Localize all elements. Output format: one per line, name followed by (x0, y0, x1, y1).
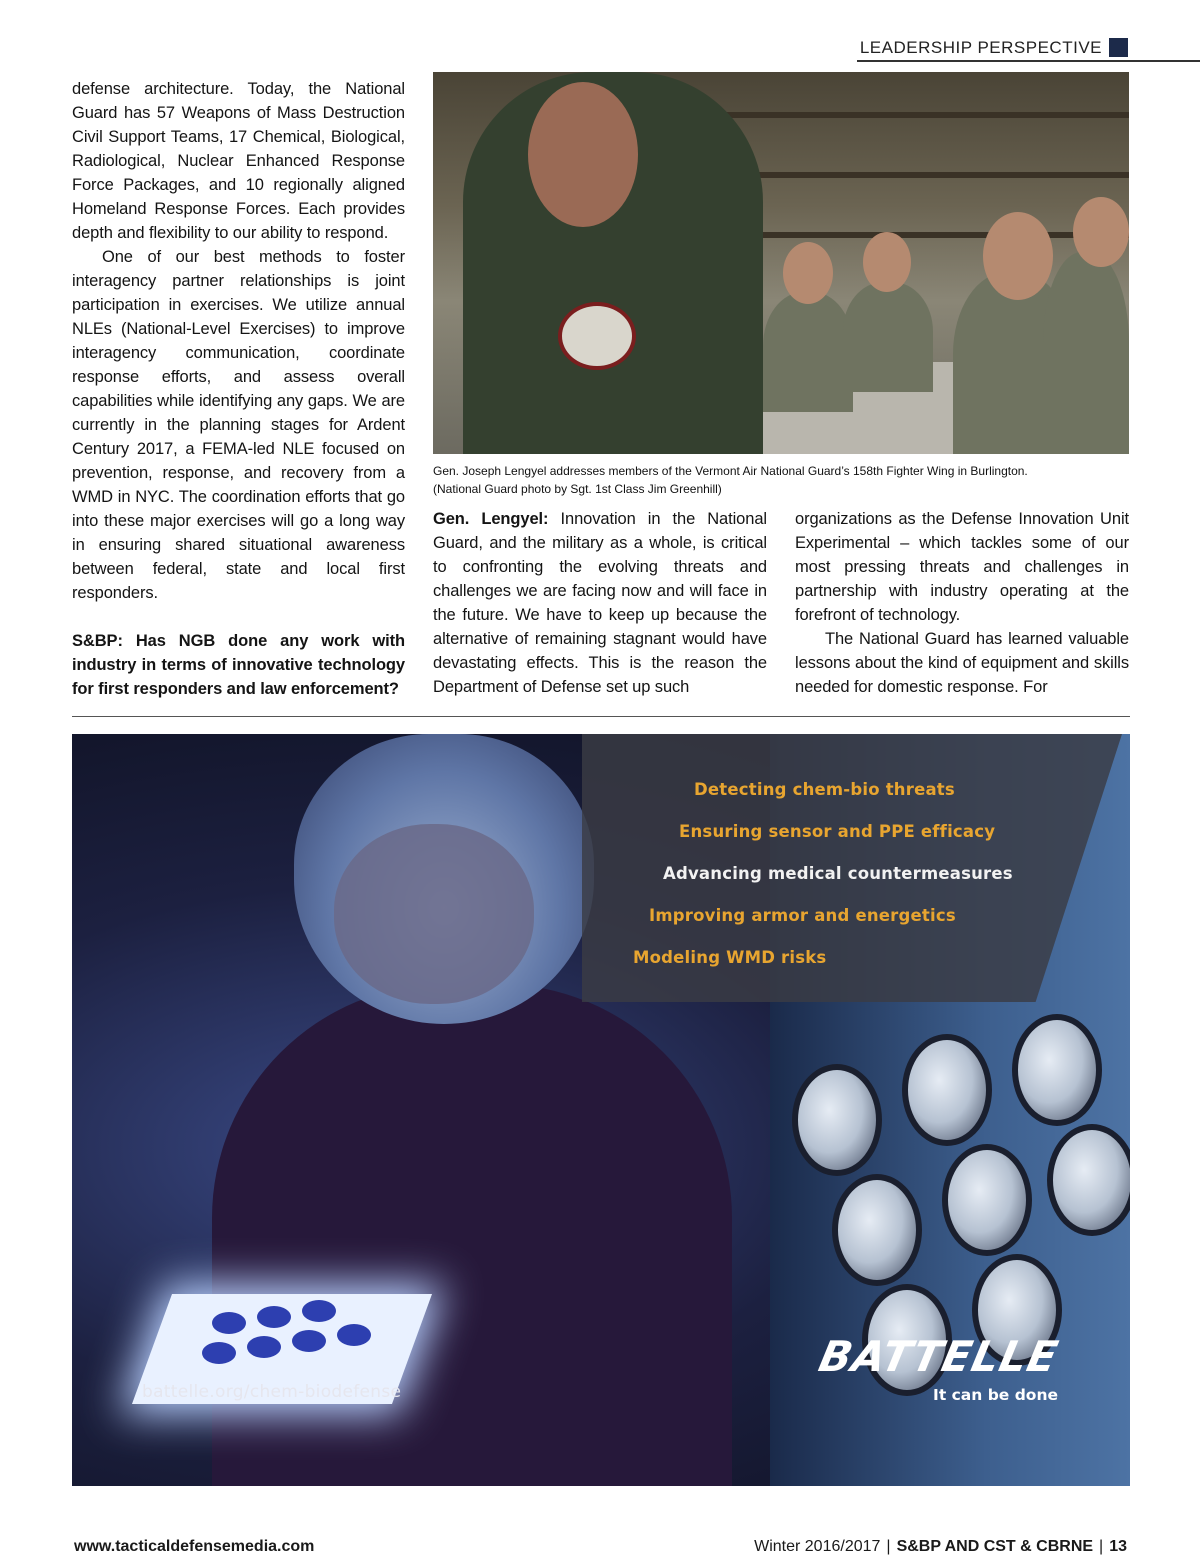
speaker-name: Gen. Lengyel: (433, 510, 549, 528)
ad-scientist-body (212, 984, 732, 1486)
footer-separator: | (886, 1538, 891, 1555)
ad-bullet-list (72, 734, 1130, 1034)
header-rule (857, 60, 1200, 62)
glovebox-port (1047, 1124, 1130, 1236)
photo-attendee (843, 282, 933, 392)
glovebox-port (832, 1174, 922, 1286)
plate-well (337, 1324, 371, 1346)
glovebox-port (792, 1064, 882, 1176)
article-column-3 (795, 507, 1129, 699)
article-photo (433, 72, 1129, 454)
article-column-1 (72, 77, 405, 701)
answer-text: Innovation in the National Guard, and the military as a whole, is critical to confronting the evolving threats and challenges we are facing now and will face in the future. We have to keep up because the alternative of remaining stagnant would have devastating effects. This is the reason the Department of Defense set up such (433, 510, 767, 696)
plate-well (302, 1300, 336, 1322)
plate-well (247, 1336, 281, 1358)
ad-bullet: Detecting chem-bio threats (694, 780, 955, 799)
paragraph: organizations as the Defense Innovation Unit Experimental – which tackles some of our most pressing threats and challenges in partnership with industry operating at the forefront of technology. (795, 510, 1129, 624)
paragraph: The National Guard has learned valuable lessons about the kind of equipment and skills needed for domestic response. For (795, 630, 1129, 696)
photo-attendee-head (783, 242, 833, 304)
interview-question: S&BP: Has NGB done any work with industry in terms of innovative technology for first responders and law enforcement? (72, 632, 405, 698)
ad-bullet: Advancing medical countermeasures (663, 864, 1013, 883)
caption-line: Gen. Joseph Lengyel addresses members of the Vermont Air National Guard’s 158th Fighter Wing in Burlington. (433, 464, 1028, 478)
section-marker-square (1109, 38, 1128, 57)
ad-bullet: Modeling WMD risks (633, 948, 827, 967)
photo-attendee-head (983, 212, 1053, 300)
section-label: LEADERSHIP PERSPECTIVE (859, 38, 1102, 57)
photo-speaker-head (528, 82, 638, 227)
footer-issue-info (754, 1538, 1127, 1556)
battelle-logo: BATTELLE (815, 1332, 1064, 1381)
article-column-2 (433, 507, 767, 699)
page-number: 13 (1109, 1538, 1127, 1555)
photo-caption (433, 462, 1133, 498)
paragraph: One of our best methods to foster interagency partner relationships is joint participation in exercises. We utilize annual NLEs (National-Level Exercises) to improve interagency communication, coordinate response efforts, and assess overall capabilities while identifying any gaps. We are currently in the planning stages for Ardent Century 2017, a FEMA-led NLE focused on prevention, response, and recovery from a WMD in NYC. The coordination efforts that go into these major exercises will go a long way in ensuring shared situational awareness between federal, state and local first responders. (72, 248, 405, 602)
photo-attendee-head (1073, 197, 1129, 267)
paragraph: defense architecture. Today, the National Guard has 57 Weapons of Mass Destruction Civil Support Teams, 17 Chemical, Biological, Radiological, Nuclear Enhanced Response Force Packages, and 10 regionally aligned Homeland Response Forces. Each provides depth and flexibility to our ability to respond. (72, 80, 405, 242)
glovebox-port (902, 1034, 992, 1146)
footer-publication: S&BP AND CST & CBRNE (896, 1538, 1094, 1555)
paragraph (433, 507, 767, 699)
footer-issue: Winter 2016/2017 (754, 1538, 881, 1555)
caption-credit: (National Guard photo by Sgt. 1st Class Jim Greenhill) (433, 482, 722, 496)
battelle-advertisement[interactable] (72, 734, 1130, 1486)
footer-separator: | (1099, 1538, 1104, 1555)
photo-attendee (763, 292, 853, 412)
photo-unit-patch (558, 302, 636, 370)
plate-well (292, 1330, 326, 1352)
footer-website-link[interactable]: www.tacticaldefensemedia.com (74, 1538, 315, 1555)
photo-attendee-head (863, 232, 911, 292)
photo-attendee (1043, 252, 1129, 454)
ad-bullet: Ensuring sensor and PPE efficacy (679, 822, 996, 841)
ad-tagline: It can be done (933, 1386, 1058, 1404)
glovebox-port (942, 1144, 1032, 1256)
plate-well (257, 1306, 291, 1328)
ad-url-link[interactable]: battelle.org/chem-biodefense (142, 1382, 402, 1402)
section-divider (72, 716, 1130, 717)
plate-well (202, 1342, 236, 1364)
ad-bullet: Improving armor and energetics (649, 906, 956, 925)
plate-well (212, 1312, 246, 1334)
